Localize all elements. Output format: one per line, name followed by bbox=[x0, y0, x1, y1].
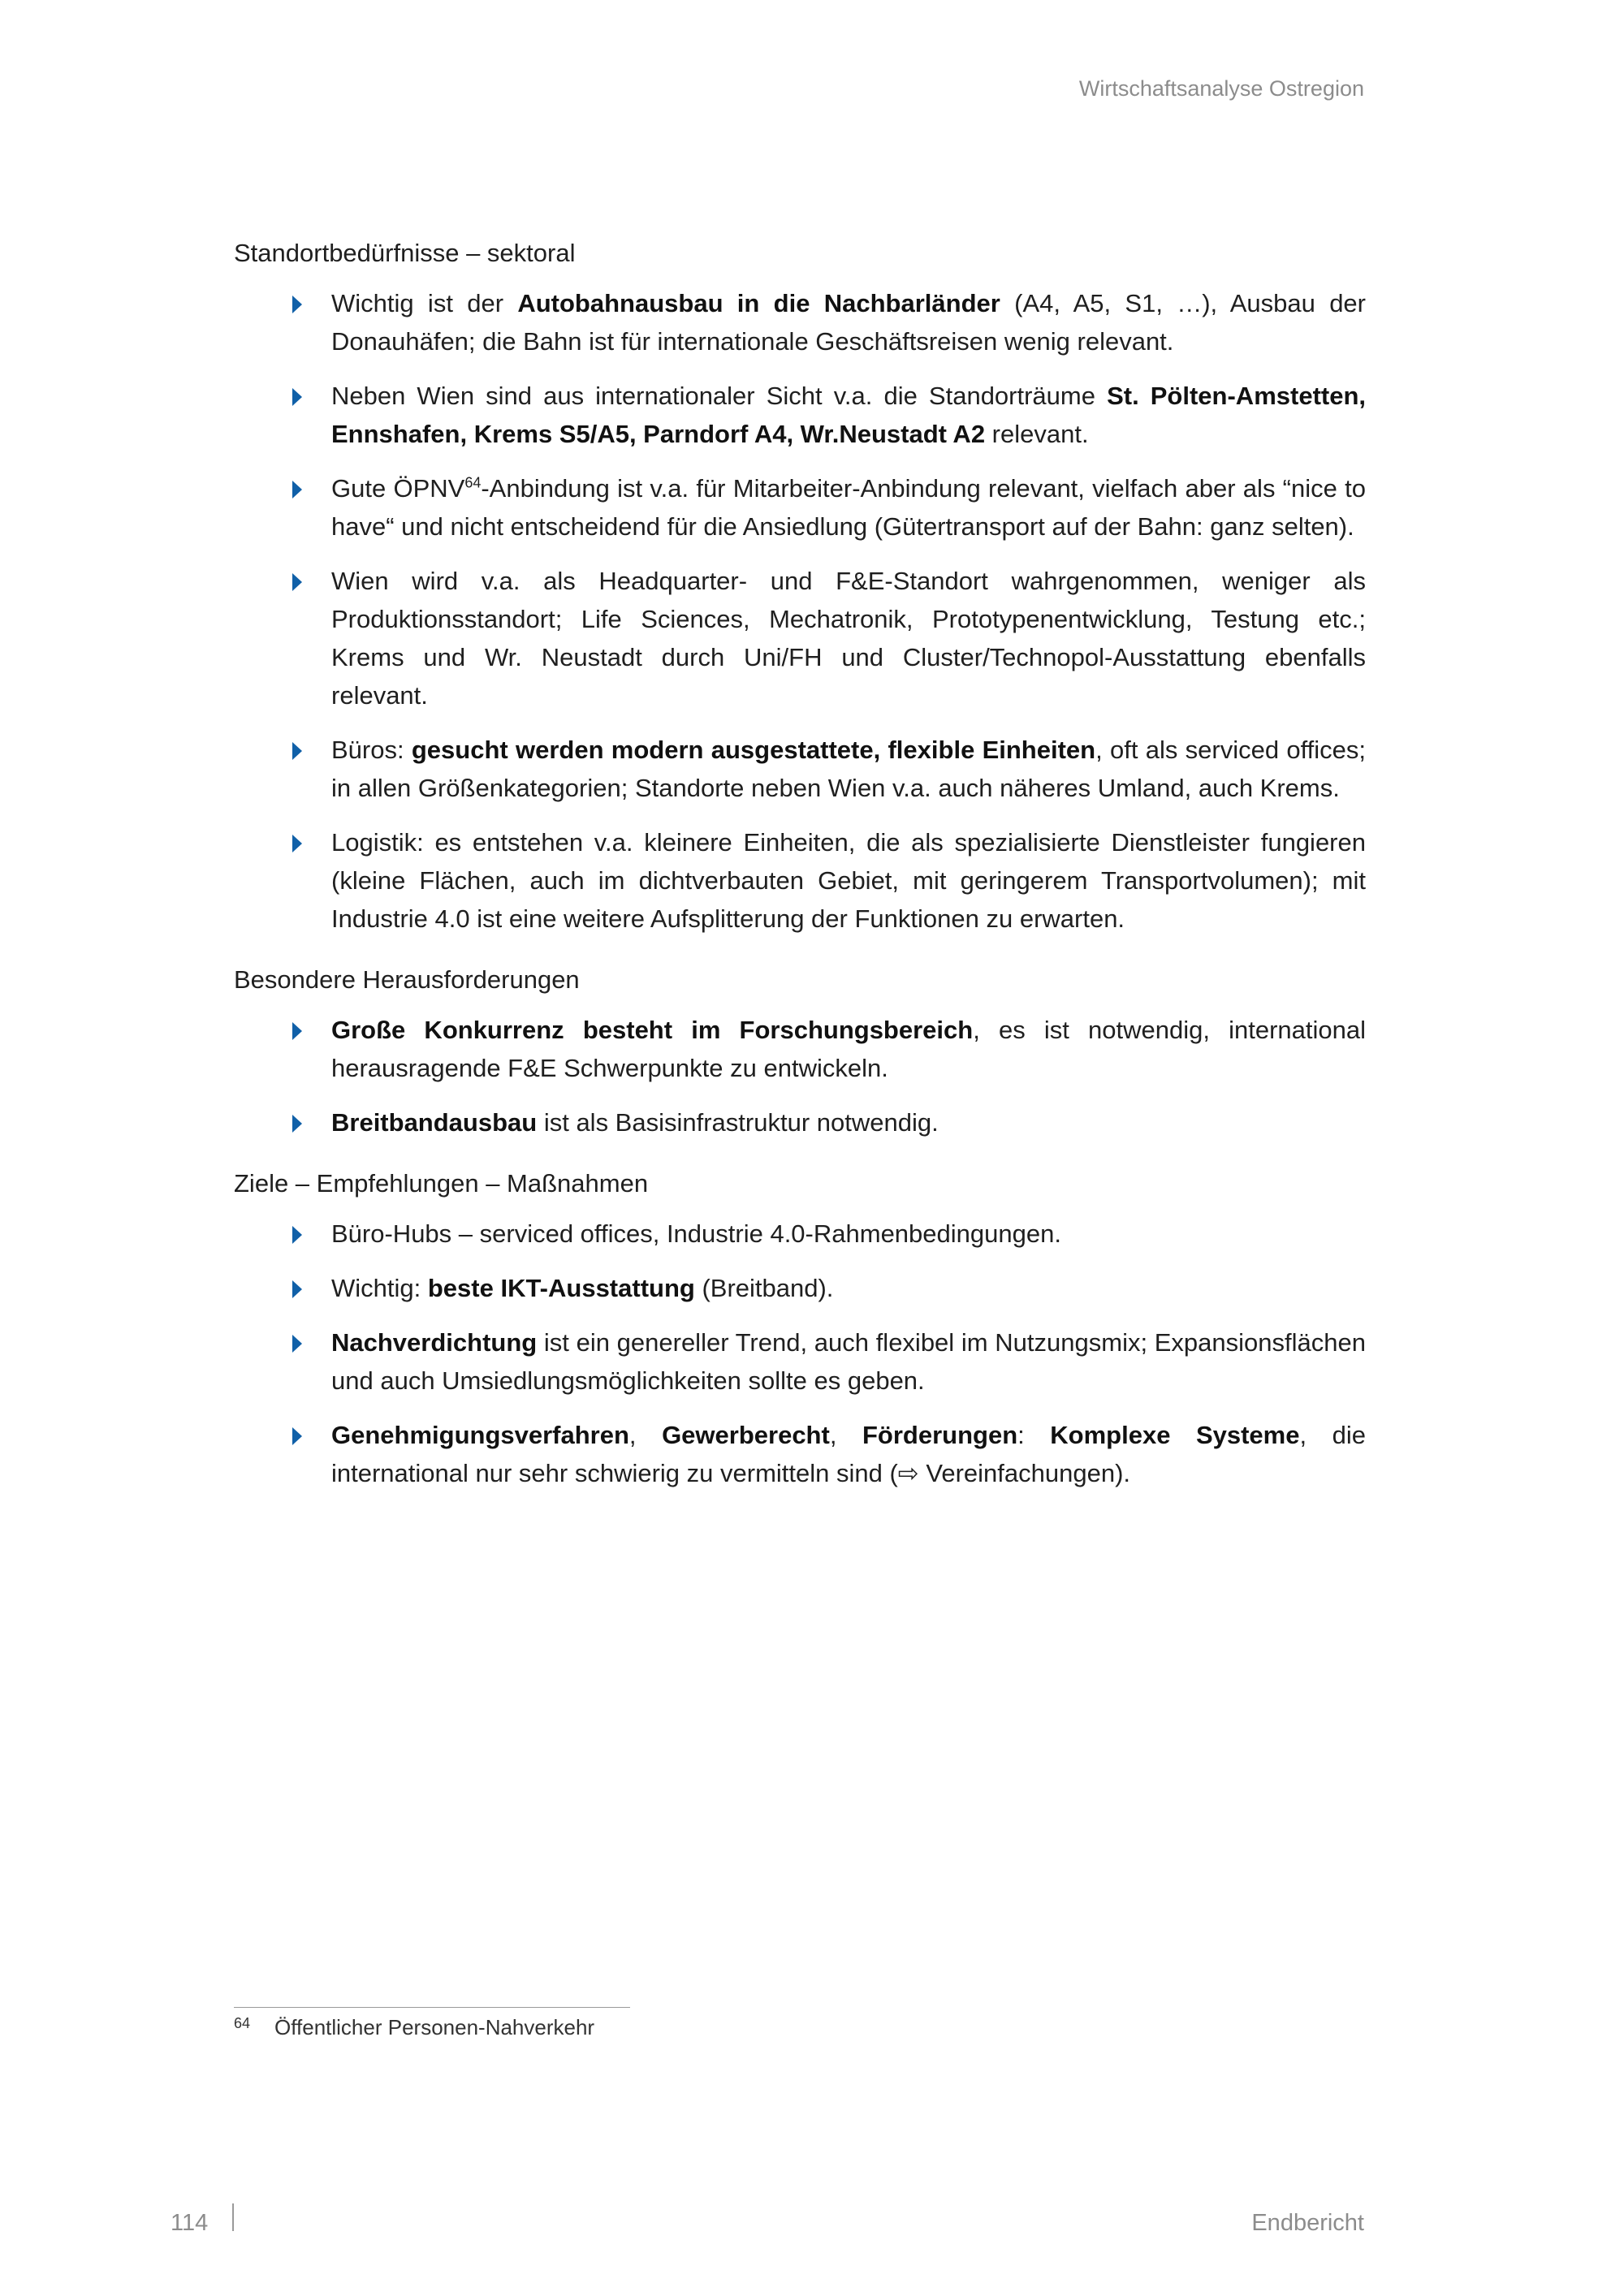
bullet-list bbox=[234, 1215, 1366, 1492]
triangle-bullet-icon bbox=[292, 388, 302, 406]
footnote-divider bbox=[234, 2007, 630, 2008]
triangle-bullet-icon bbox=[292, 1280, 302, 1298]
footnote-number: 64 bbox=[234, 2015, 251, 2031]
footnote bbox=[234, 2015, 594, 2040]
triangle-bullet-icon bbox=[292, 835, 302, 852]
triangle-bullet-icon bbox=[292, 481, 302, 498]
list-item: Genehmigungsverfahren, Gewerberecht, Förderungen: Komplexe Systeme, die international nur sehr schwierig zu vermitteln sind (⇨ Vereinfachungen). bbox=[234, 1416, 1366, 1492]
list-item: Büros: gesucht werden modern ausgestattete, flexible Einheiten, oft als serviced offices; in allen Größenkategorien; Standorte neben Wien v.a. auch näheres Umland, auch Krems. bbox=[234, 731, 1366, 807]
list-item: Wichtig: beste IKT-Ausstattung (Breitband). bbox=[234, 1269, 1366, 1307]
triangle-bullet-icon bbox=[292, 296, 302, 313]
section-ziele bbox=[234, 1166, 1366, 1492]
bullet-list bbox=[234, 1011, 1366, 1142]
list-item: Wichtig ist der Autobahnausbau in die Nachbarländer (A4, A5, S1, …), Ausbau der Donauhäfen; die Bahn ist für internationale Geschäftsreisen wenig relevant. bbox=[234, 284, 1366, 360]
page-number: 114 bbox=[171, 2210, 209, 2236]
footnote-ref[interactable]: 64 bbox=[464, 474, 482, 491]
list-item: Logistik: es entstehen v.a. kleinere Einheiten, die als spezialisierte Dienstleister fungieren (kleine Flächen, auch im dichtverbauten Gebiet, mit geringerem Transportvolumen); mit Industrie 4.0 ist eine weitere Aufsplitterung der Funktionen zu erwarten. bbox=[234, 823, 1366, 938]
running-header: Wirtschaftsanalyse Ostregion bbox=[1078, 76, 1364, 101]
list-item: Nachverdichtung ist ein genereller Trend, auch flexibel im Nutzungsmix; Expansionsflächen und auch Umsiedlungsmöglichkeiten sollte es geben. bbox=[234, 1323, 1366, 1400]
list-item: Breitbandausbau ist als Basisinfrastruktur notwendig. bbox=[234, 1103, 1366, 1142]
list-item: Neben Wien sind aus internationaler Sicht v.a. die Standorträume St. Pölten-Amstetten, Ennshafen, Krems S5/A5, Parndorf A4, Wr.Neustadt A2 relevant. bbox=[234, 377, 1366, 453]
list-item: Wien wird v.a. als Headquarter- und F&E-Standort wahrgenommen, weniger als Produktionsstandort; Life Sciences, Mechatronik, Prototypenentwicklung, Testung etc.; Krems und Wr. Neustadt durch Uni/FH und Cluster/Technopol-Ausstattung ebenfalls relevant. bbox=[234, 562, 1366, 714]
triangle-bullet-icon bbox=[292, 573, 302, 591]
triangle-bullet-icon bbox=[292, 1427, 302, 1445]
footnote-text: Öffentlicher Personen-Nahverkehr bbox=[274, 2015, 595, 2039]
section-herausforderungen bbox=[234, 962, 1366, 1142]
list-item: Büro-Hubs – serviced offices, Industrie 4.0-Rahmenbedingungen. bbox=[234, 1215, 1366, 1253]
section-standortbeduerfnisse bbox=[234, 235, 1366, 938]
triangle-bullet-icon bbox=[292, 1226, 302, 1244]
section-title: Ziele – Empfehlungen – Maßnahmen bbox=[234, 1169, 649, 1198]
list-item: Große Konkurrenz besteht im Forschungsbereich, es ist notwendig, international herausragende F&E Schwerpunkte zu entwickeln. bbox=[234, 1011, 1366, 1087]
section-title: Besondere Herausforderungen bbox=[234, 965, 580, 994]
footer-divider bbox=[232, 2203, 234, 2231]
triangle-bullet-icon bbox=[292, 1335, 302, 1353]
triangle-bullet-icon bbox=[292, 1022, 302, 1040]
page-body bbox=[234, 235, 1366, 1517]
footer-report-label: Endbericht bbox=[1251, 2210, 1364, 2236]
triangle-bullet-icon bbox=[292, 1115, 302, 1133]
bullet-list bbox=[234, 284, 1366, 938]
list-item: Gute ÖPNV$^{64}$-Anbindung ist v.a. für Mitarbeiter-Anbindung relevant, vielfach aber als “nice to have“ und nicht entscheidend für die Ansiedlung (Gütertransport auf der Bahn: ganz selten). bbox=[234, 469, 1366, 546]
triangle-bullet-icon bbox=[292, 742, 302, 760]
section-title: Standortbedürfnisse – sektoral bbox=[234, 239, 576, 267]
